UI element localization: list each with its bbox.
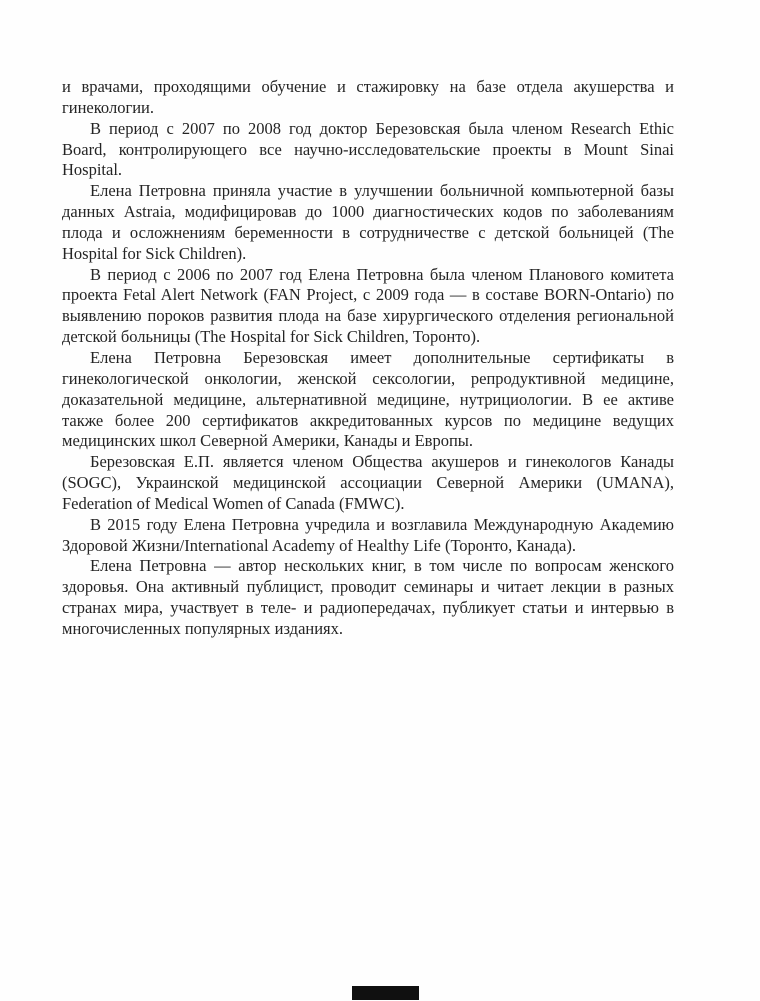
paragraph: Елена Петровна приняла участие в улучшении больничной компьютерной базы данных Astraia, модифицировав до 1000 диагностических кодов по заболеваниям плода и осложнениям беременности в сотрудничестве с детской больницей (The Hospital for Sick Children). — [62, 181, 674, 263]
paragraph: Березовская Е.П. является членом Общества акушеров и гинекологов Канады (SOGC), Украинской медицинской ассоциации Северной Америки (UMANA), Federation of Medical Women of Canada (FMWC). — [62, 452, 674, 513]
paragraph: В период с 2007 по 2008 год доктор Березовская была членом Research Ethic Board, контролирующего все научно-исследовательские проекты в Mount Sinai Hospital. — [62, 118, 674, 180]
paragraph: и врачами, проходящими обучение и стажировку на базе отдела акушерства и гинекологии. — [62, 77, 674, 117]
scan-artifact-mark — [352, 986, 419, 1000]
paragraph: Елена Петровна Березовская имеет дополнительные сертификаты в гинекологической онкологии, женской сексологии, репродуктивной медицине, доказательной медицине, альтернативной медицине, нутрициологии. В ее активе также более 200 сертификатов аккредитованных курсов по медицине ведущих медицинских школ Северной Америки, Канады и Европы. — [62, 347, 674, 451]
paragraph: Елена Петровна — автор нескольких книг, в том числе по вопросам женского здоровья. Она активный публицист, проводит семинары и читает лекции в разных странах мира, участвует в теле- и радиопередачах, публикует статьи и интервью в многочисленных популярных изданиях. — [62, 556, 674, 638]
paragraph: В 2015 году Елена Петровна учредила и возглавила Международную Академию Здоровой Жизни/International Academy of Healthy Life (Торонто, Канада). — [62, 514, 674, 555]
text-block — [62, 77, 674, 640]
paragraph: В период с 2006 по 2007 год Елена Петровна была членом Планового комитета проекта Fetal Alert Network (FAN Project, с 2009 года — в составе BORN-Ontario) по выявлению пороков развития плода на базе хирургического отделения региональной детской больницы (The Hospital for Sick Children, Торонто). — [62, 264, 674, 347]
